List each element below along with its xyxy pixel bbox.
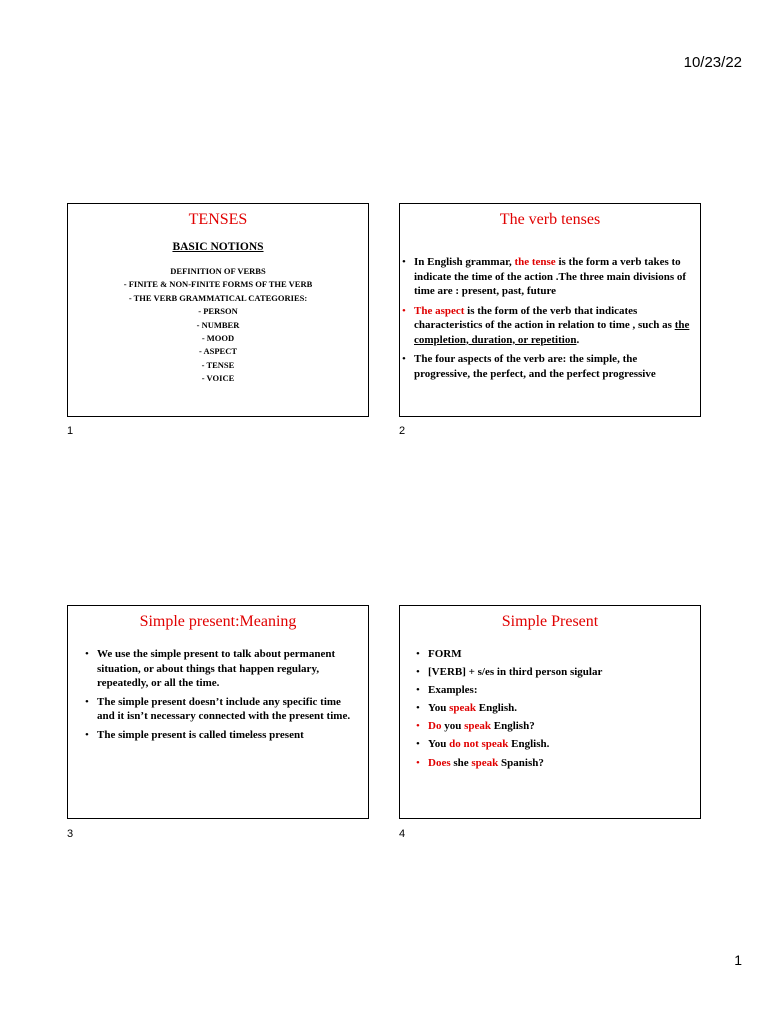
bullet-item: • You speak English.: [428, 701, 686, 716]
slide-1: [67, 203, 369, 417]
slide-4: [399, 605, 701, 819]
bullet-item: • We use the simple present to talk about permanent situation, or about things that happen regulary, repeatedly, or all the time.: [97, 647, 354, 691]
slide-2-bullets: [414, 255, 690, 381]
slide-3-bullets: [97, 647, 354, 742]
bullet-item: • The four aspects of the verb are: the simple, the progressive, the perfect, and the perfect progressive: [414, 352, 690, 381]
print-date: 10/23/22: [683, 54, 742, 71]
slide-1-title: TENSES: [188, 211, 248, 228]
slide-4-title: Simple Present: [501, 613, 599, 630]
bullet-item: • The simple present doesn’t include any specific time and it isn’t necessary connected with the present time.: [97, 695, 354, 724]
slide-3: [67, 605, 369, 819]
slide-1-subtitle: BASIC NOTIONS: [172, 241, 264, 253]
slide-1-line: - NUMBER: [196, 319, 240, 330]
slide-1-line: DEFINITION OF VERBS: [170, 266, 266, 276]
slide-4-number: 4: [399, 828, 406, 840]
slide-1-number: 1: [67, 425, 74, 437]
slide-2-number: 2: [399, 425, 406, 437]
slide-1-line: - FINITE & NON-FINITE FORMS OF THE VERB: [123, 279, 313, 290]
slide-2-title: The verb tenses: [499, 211, 601, 228]
bullet-item: • [VERB] + s/es in third person sigular: [428, 665, 686, 680]
bullet-item: • Does she speak Spanish?: [428, 756, 686, 771]
slide-1-line: - TENSE: [201, 359, 235, 370]
slide-3-title: Simple present:Meaning: [139, 613, 297, 630]
slide-1-line: - THE VERB GRAMMATICAL CATEGORIES:: [128, 292, 308, 303]
slide-4-bullets: [428, 647, 686, 770]
bullet-item: • You do not speak English.: [428, 737, 686, 752]
bullet-item: • The simple present is called timeless present: [97, 728, 354, 743]
slide-1-line: - VOICE: [201, 373, 235, 384]
bullet-item: • Examples:: [428, 683, 686, 698]
slide-1-line: - MOOD: [201, 333, 235, 344]
slide-1-line: - PERSON: [198, 306, 238, 317]
bullet-item: • Do you speak English?: [428, 719, 686, 734]
page-number: 1: [734, 952, 742, 968]
slide-1-line: - ASPECT: [198, 346, 238, 357]
slide-3-number: 3: [67, 828, 74, 840]
bullet-item: • The aspect is the form of the verb that indicates characteristics of the action in relation to time , such as the completion, duration, or repetition.: [414, 304, 690, 348]
bullet-item: • FORM: [428, 647, 686, 662]
bullet-item: • In English grammar, the tense is the form a verb takes to indicate the time of the action .The three main divisions of time are : present, past, future: [414, 255, 690, 299]
slide-2: [399, 203, 701, 417]
